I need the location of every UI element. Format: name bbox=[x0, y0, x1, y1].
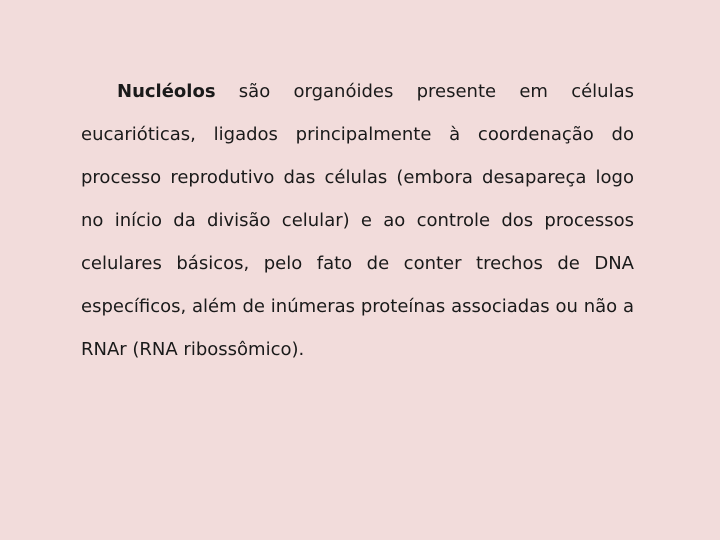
body-paragraph bbox=[81, 70, 634, 371]
term-nucleolos: Nucléolos bbox=[117, 81, 216, 102]
paragraph-body-text: são organóides presente em células eucarióticas, ligados principalmente à coordenação do processo reprodutivo das células (embora desapareça logo no início da divisão celular) e ao controle dos processos celulares básicos, pelo fato de conter trechos de DNA específicos, além de inúmeras proteínas associadas ou não a RNAr (RNA ribossômico). bbox=[81, 81, 634, 360]
